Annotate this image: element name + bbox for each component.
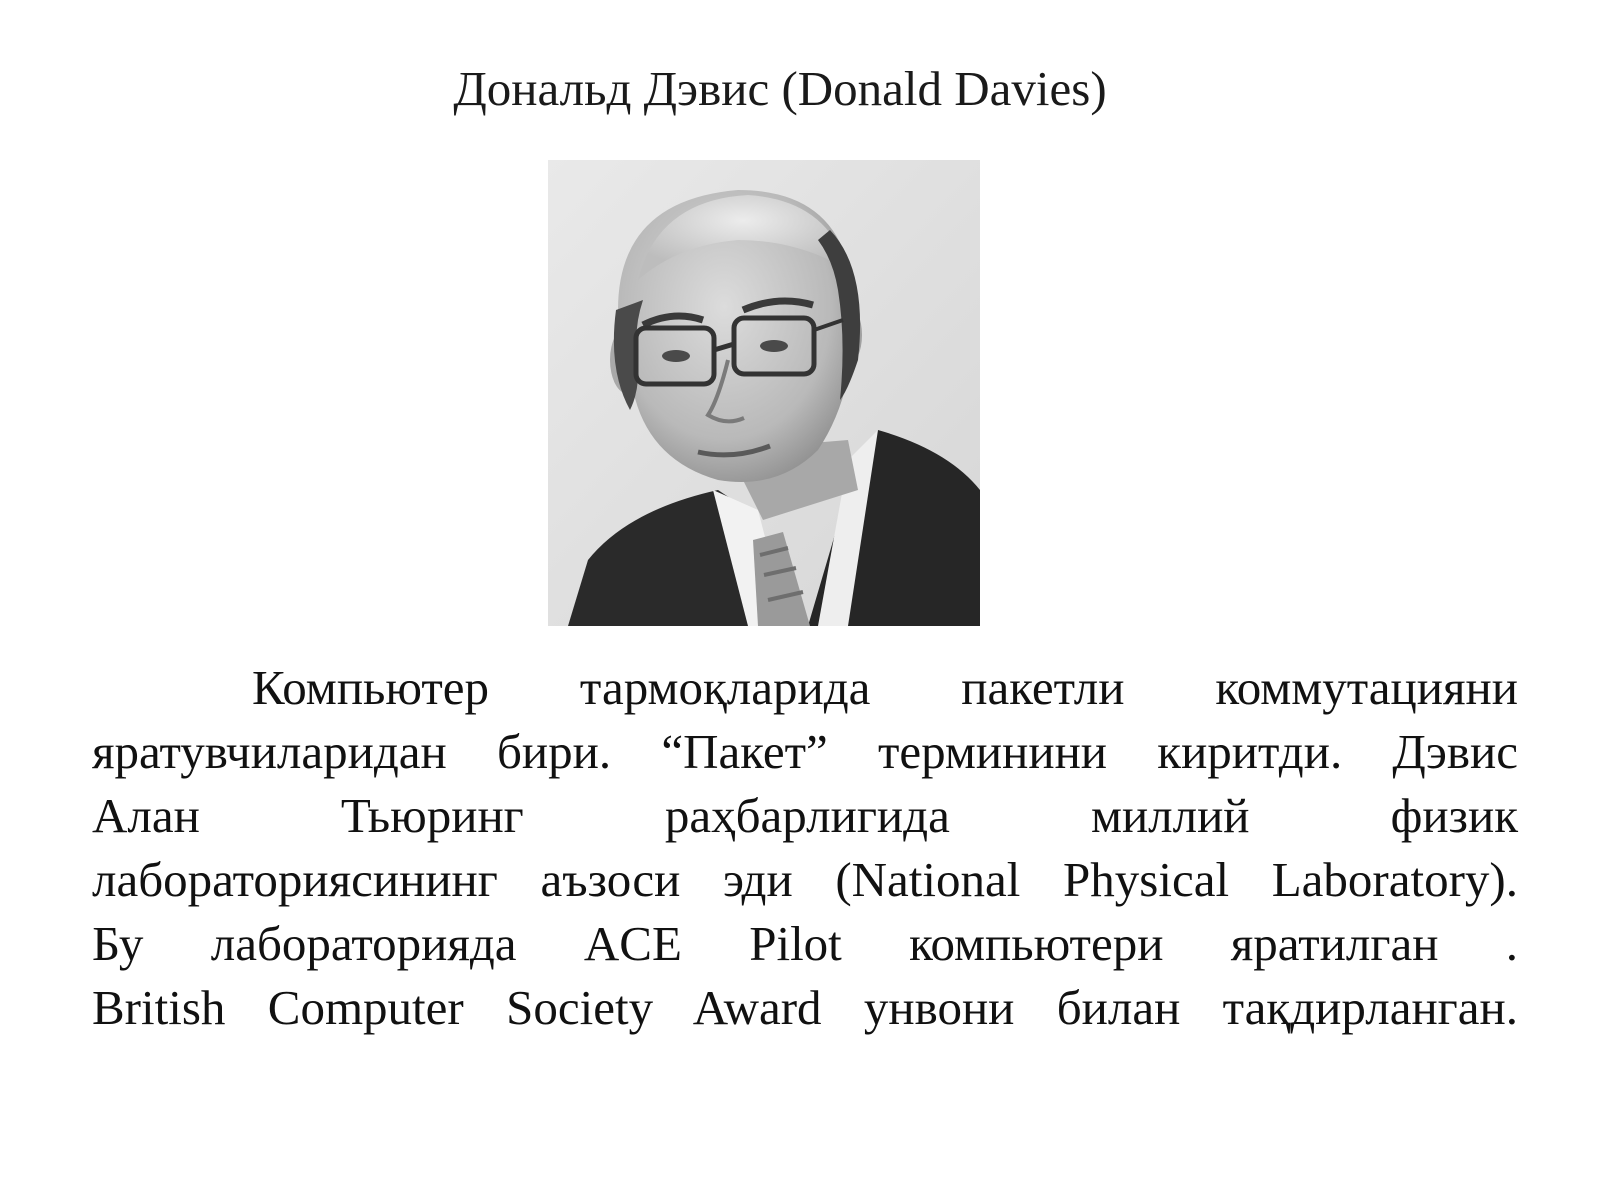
paragraph-line: Компьютер тармоқларида пакетли коммутацияни — [252, 660, 1518, 715]
paragraph-line: яратувчиларидан бири. “Пакет” терминини киритди. Дэвис — [92, 724, 1518, 779]
portrait-photo — [548, 160, 980, 626]
paragraph-line: British Computer Society Award унвони билан тақдирланган. — [92, 980, 1518, 1035]
paragraph-line: Алан Тьюринг раҳбарлигида миллий физик — [92, 788, 1518, 843]
biography-paragraph — [92, 656, 1518, 1040]
slide-title: Дональд Дэвис (Donald Davies) — [453, 61, 1107, 116]
paragraph-line: лабораториясининг аъзоси эди (National Physical Laboratory). — [92, 852, 1518, 907]
paragraph-line: Бу лабораторияда ACE Pilot компьютери яратилган . — [92, 916, 1518, 971]
portrait-illustration — [548, 160, 980, 626]
